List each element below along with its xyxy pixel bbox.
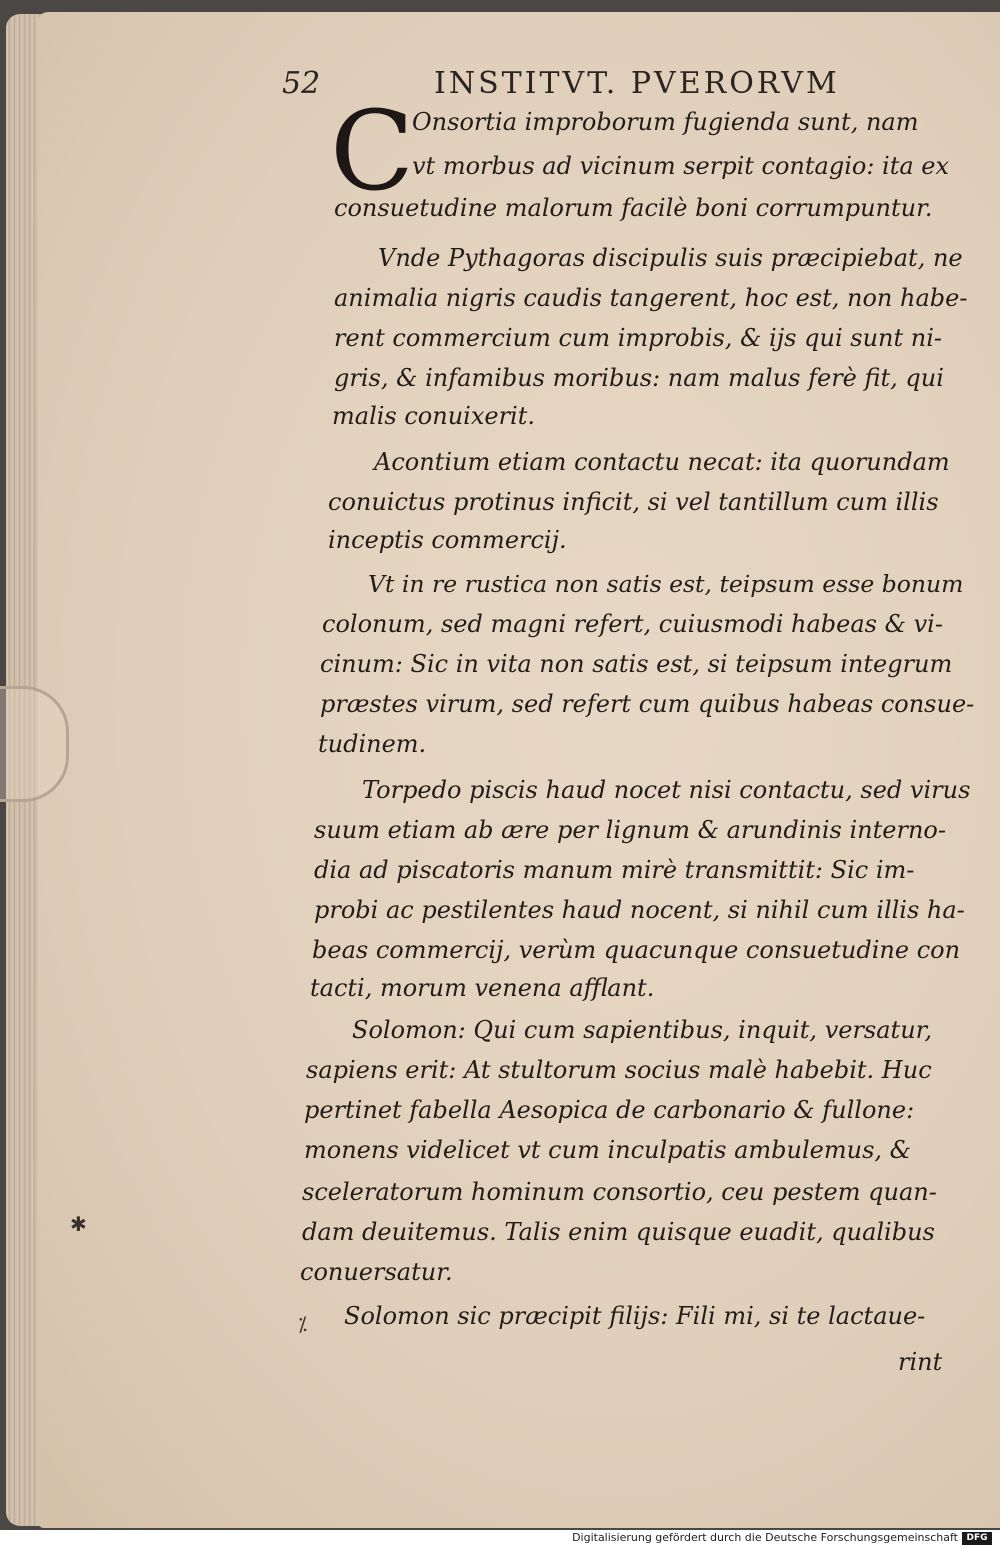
text-line: cinum: Sic in vita non satis est, si teipsum integrum — [320, 650, 953, 678]
text-line: probi ac pestilentes haud nocent, si nihil cum illis ha- — [314, 896, 965, 924]
text-line: Solomon: Qui cum sapientibus, inquit, versatur, — [352, 1016, 933, 1044]
footer-bar — [0, 1530, 1000, 1548]
text-line: conuictus protinus inficit, si vel tantillum cum illis — [328, 488, 939, 516]
text-line: consuetudine malorum facilè boni corrumpuntur. — [334, 194, 933, 222]
text-line: malis conuixerit. — [332, 402, 536, 430]
text-line: dia ad piscatoris manum mirè transmittit: Sic im- — [314, 856, 915, 884]
text-line: vt morbus ad vicinum serpit contagio: ita ex — [412, 152, 950, 180]
funding-notice: Digitalisierung gefördert durch die Deutsche Forschungsgemeinschaft — [572, 1531, 958, 1544]
text-line: Acontium etiam contactu necat: ita quorundam — [374, 448, 950, 476]
page-number: 52 — [282, 66, 321, 101]
text-line: Torpedo piscis haud nocet nisi contactu, sed virus — [362, 776, 971, 804]
text-line: monens videlicet vt cum inculpatis ambulemus, & — [304, 1136, 912, 1164]
paragraph-mark-icon: ⁒ — [298, 1312, 307, 1336]
text-line: dam deuitemus. Talis enim quisque euadit, qualibus — [302, 1218, 935, 1246]
text-line: Vt in re rustica non satis est, teipsum esse bonum — [368, 570, 964, 598]
text-line: colonum, sed magni refert, cuiusmodi habeas & vi- — [322, 610, 943, 638]
text-line: suum etiam ab ære per lignum & arundinis interno- — [314, 816, 946, 844]
text-line: sapiens erit: At stultorum socius malè habebit. Huc — [306, 1056, 932, 1084]
catchword: rint — [898, 1348, 943, 1376]
page-clip — [0, 686, 69, 802]
text-line: rent commercium cum improbis, & ijs qui sunt ni- — [334, 324, 942, 352]
text-line: præstes virum, sed refert cum quibus habeas consue- — [320, 690, 975, 718]
text-line: beas commercij, verùm quacunque consuetudine con — [312, 936, 961, 964]
text-line: Onsortia improborum fugienda sunt, nam — [412, 108, 919, 136]
text-line: pertinet fabella Aesopica de carbonario & fullone: — [304, 1096, 915, 1124]
text-line: Solomon sic præcipit filijs: Fili mi, si te lactaue- — [344, 1302, 926, 1330]
text-line: tacti, morum venena afflant. — [310, 974, 655, 1002]
text-line: conuersatur. — [300, 1258, 453, 1286]
margin-mark-icon: ✱ — [70, 1212, 87, 1236]
text-line: tudinem. — [318, 730, 427, 758]
text-line: inceptis commercij. — [328, 526, 567, 554]
text-line: animalia nigris caudis tangerent, hoc est, non habe- — [334, 284, 968, 312]
text-line: sceleratorum hominum consortio, ceu pestem quan- — [302, 1178, 937, 1206]
text-line: gris, & infamibus moribus: nam malus ferè fit, qui — [334, 364, 944, 392]
dfg-logo: DFG — [962, 1532, 992, 1545]
drop-cap: C — [330, 87, 415, 215]
text-line: Vnde Pythagoras discipulis suis præcipiebat, ne — [378, 244, 963, 272]
running-title: INSTITVT. PVERORVM — [434, 66, 840, 101]
